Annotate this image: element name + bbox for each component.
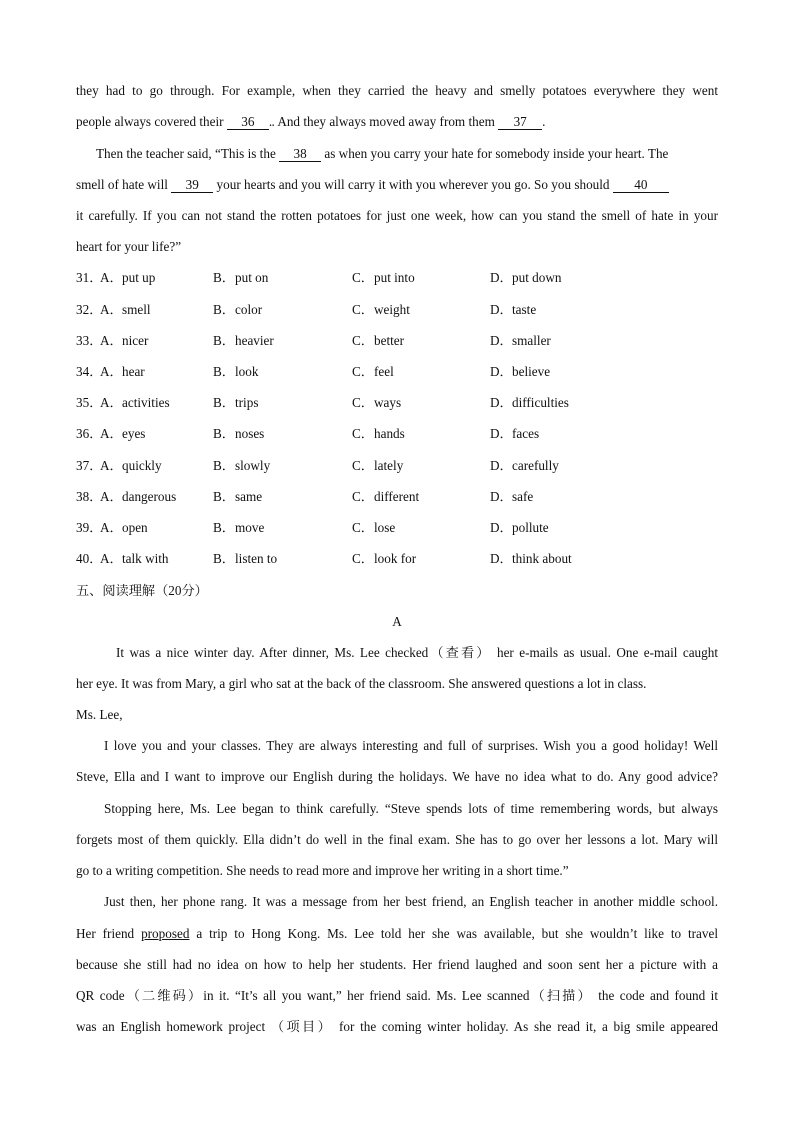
option-letter: A． <box>100 395 123 410</box>
option-letter: A． <box>100 551 123 566</box>
option-c[interactable] <box>352 425 405 443</box>
question-number: 35． <box>76 395 103 410</box>
option-letter: C． <box>352 426 374 441</box>
question-row <box>76 363 718 381</box>
option-text: feel <box>374 364 394 379</box>
option-text: move <box>235 520 265 535</box>
passage-line: it carefully. If you can not stand the rotten potatoes for just one week, how can you stand the smell of hate in your <box>76 208 718 223</box>
option-letter: B． <box>213 520 235 535</box>
option-letter: A． <box>100 270 123 285</box>
passage-label: A <box>392 614 402 629</box>
option-text: difficulties <box>512 395 569 410</box>
option-text: nicer <box>122 333 149 348</box>
option-text: faces <box>512 426 540 441</box>
option-letter: C． <box>352 395 374 410</box>
question-number: 40． <box>76 551 103 566</box>
question-row <box>76 519 718 537</box>
option-letter: C． <box>352 302 374 317</box>
option-b[interactable] <box>213 488 262 506</box>
option-text: eyes <box>122 426 146 441</box>
option-text: pollute <box>512 520 549 535</box>
option-letter: D． <box>490 489 513 504</box>
option-text: weight <box>374 302 410 317</box>
option-letter: D． <box>490 458 513 473</box>
option-letter: A． <box>100 458 123 473</box>
option-letter: B． <box>213 395 235 410</box>
option-c[interactable] <box>352 519 395 537</box>
option-letter: C． <box>352 520 374 535</box>
option-letter: A． <box>100 364 123 379</box>
reading-line: Stopping here, Ms. Lee began to think carefully. “Steve spends lots of time remembering words, but always <box>104 801 718 816</box>
reading-line: Her friend proposed a trip to Hong Kong. Ms. Lee told her she was available, but she wouldn’t like to travel <box>76 926 719 941</box>
reading-line: forgets most of them quickly. Ella didn’t do well in the final exam. She has to go over her lessons a lot. Mary will <box>76 832 718 847</box>
option-c[interactable] <box>352 550 416 568</box>
option-d[interactable] <box>490 550 572 568</box>
option-letter: B． <box>213 333 235 348</box>
option-a[interactable] <box>100 457 162 475</box>
letter-salutation: Ms. Lee, <box>76 707 123 722</box>
option-text: hear <box>122 364 145 379</box>
option-a[interactable] <box>100 394 170 412</box>
blank-39: 39 <box>171 178 213 193</box>
reading-line: Steve, Ella and I want to improve our English during the holidays. We have no idea what to do. Any good advice? <box>76 769 718 784</box>
option-text: better <box>374 333 405 348</box>
option-letter: A． <box>100 520 123 535</box>
reading-line: QR code（二维码）in it. “It’s all you want,” her friend said. Ms. Lee scanned（扫描） the code and found it <box>76 988 718 1003</box>
option-text: think about <box>512 551 572 566</box>
question-number: 39． <box>76 520 103 535</box>
option-text: dangerous <box>122 489 177 504</box>
option-text: trips <box>235 395 259 410</box>
option-a[interactable] <box>100 332 148 350</box>
option-c[interactable] <box>352 269 415 287</box>
option-letter: A． <box>100 302 123 317</box>
option-c[interactable] <box>352 457 403 475</box>
question-row <box>76 425 718 443</box>
underlined-word: proposed <box>141 926 190 941</box>
option-text: safe <box>512 489 534 504</box>
option-text: look for <box>374 551 417 566</box>
blank-40: 40 <box>613 178 669 193</box>
question-number: 31． <box>76 270 103 285</box>
option-letter: D． <box>490 395 513 410</box>
option-letter: A． <box>100 333 123 348</box>
option-text: put on <box>235 270 269 285</box>
question-number: 37． <box>76 458 103 473</box>
question-row <box>76 332 718 350</box>
option-letter: D． <box>490 364 513 379</box>
option-letter: C． <box>352 270 374 285</box>
option-b[interactable] <box>213 550 277 568</box>
option-text: different <box>374 489 420 504</box>
option-text: listen to <box>235 551 278 566</box>
option-text: ways <box>374 395 402 410</box>
option-c[interactable] <box>352 488 419 506</box>
option-letter: B． <box>213 302 235 317</box>
option-text: color <box>235 302 263 317</box>
option-letter: D． <box>490 426 513 441</box>
option-d[interactable] <box>490 394 569 412</box>
option-b[interactable] <box>213 269 268 287</box>
option-text: put down <box>512 270 562 285</box>
option-letter: B． <box>213 270 235 285</box>
option-b[interactable] <box>213 332 274 350</box>
option-letter: C． <box>352 364 374 379</box>
passage-line: heart for your life?” <box>76 239 182 254</box>
passage-line: smell of hate will 39 your hearts and you will carry it with you wherever you go. So you should 40 <box>76 176 718 194</box>
option-d[interactable] <box>490 519 549 537</box>
option-text: activities <box>122 395 170 410</box>
option-text: noses <box>235 426 265 441</box>
option-text: same <box>235 489 263 504</box>
option-letter: D． <box>490 333 513 348</box>
question-number: 32． <box>76 302 103 317</box>
option-b[interactable] <box>213 519 264 537</box>
option-text: open <box>122 520 148 535</box>
option-a[interactable] <box>100 519 148 537</box>
option-text: look <box>235 364 259 379</box>
option-letter: C． <box>352 489 374 504</box>
question-number: 34． <box>76 364 103 379</box>
option-b[interactable] <box>213 457 270 475</box>
question-row <box>76 394 718 412</box>
section-title: 五、阅读理解（20分） <box>76 583 208 598</box>
option-c[interactable] <box>352 301 410 319</box>
option-d[interactable] <box>490 269 561 287</box>
passage-line: they had to go through. For example, when they carried the heavy and smelly potatoes everywhere they went <box>76 83 718 98</box>
option-d[interactable] <box>490 363 550 381</box>
option-text: carefully <box>512 458 559 473</box>
option-b[interactable] <box>213 394 258 412</box>
option-letter: B． <box>213 458 235 473</box>
option-c[interactable] <box>352 332 404 350</box>
option-d[interactable] <box>490 488 533 506</box>
option-b[interactable] <box>213 363 258 381</box>
option-text: smaller <box>512 333 551 348</box>
option-text: talk with <box>122 551 169 566</box>
question-number: 38． <box>76 489 103 504</box>
question-number: 33． <box>76 333 103 348</box>
option-b[interactable] <box>213 301 262 319</box>
option-letter: A． <box>100 426 123 441</box>
blank-36: 36 <box>227 115 269 130</box>
option-text: believe <box>512 364 551 379</box>
blank-37: 37 <box>498 115 542 130</box>
option-text: slowly <box>235 458 271 473</box>
option-text: heavier <box>235 333 274 348</box>
option-a[interactable] <box>100 363 145 381</box>
option-d[interactable] <box>490 457 559 475</box>
question-row <box>76 488 718 506</box>
option-letter: D． <box>490 270 513 285</box>
option-letter: B． <box>213 551 235 566</box>
option-letter: B． <box>213 426 235 441</box>
option-text: put up <box>122 270 156 285</box>
option-d[interactable] <box>490 301 536 319</box>
blank-38: 38 <box>279 147 321 162</box>
passage-line: people always covered their 36 . . And they always moved away from them 37 . <box>76 114 546 129</box>
option-b[interactable] <box>213 425 264 443</box>
reading-line: her eye. It was from Mary, a girl who sat at the back of the classroom. She answered questions a lot in class. <box>76 676 647 691</box>
reading-line: was an English homework project （项目） for the coming winter holiday. As she read it, a big smile appeared <box>76 1019 718 1034</box>
option-letter: D． <box>490 302 513 317</box>
option-letter: D． <box>490 520 513 535</box>
reading-line: It was a nice winter day. After dinner, Ms. Lee checked（查看） her e-mails as usual. One e-mail caught <box>116 645 718 660</box>
reading-line: Just then, her phone rang. It was a message from her best friend, an English teacher in another middle school. <box>104 894 718 909</box>
question-row <box>76 301 718 319</box>
option-a[interactable] <box>100 425 145 443</box>
option-c[interactable] <box>352 363 394 381</box>
option-c[interactable] <box>352 394 401 412</box>
option-text: smell <box>122 302 151 317</box>
option-text: lately <box>374 458 404 473</box>
option-text: quickly <box>122 458 162 473</box>
option-a[interactable] <box>100 269 155 287</box>
question-row <box>76 550 718 568</box>
option-d[interactable] <box>490 425 539 443</box>
option-a[interactable] <box>100 550 169 568</box>
option-text: taste <box>512 302 537 317</box>
option-text: lose <box>374 520 396 535</box>
option-letter: A． <box>100 489 123 504</box>
option-letter: C． <box>352 551 374 566</box>
option-letter: C． <box>352 333 374 348</box>
option-text: hands <box>374 426 405 441</box>
reading-line: go to a writing competition. She needs to read more and improve her writing in a short time.” <box>76 863 569 878</box>
option-letter: D． <box>490 551 513 566</box>
option-d[interactable] <box>490 332 551 350</box>
passage-line: Then the teacher said, “This is the 38 as when you carry your hate for somebody inside your heart. The <box>96 146 669 161</box>
reading-line: because she still had no idea on how to help her students. Her friend laughed and soon sent her a picture with a <box>76 957 718 972</box>
question-number: 36． <box>76 426 103 441</box>
option-text: put into <box>374 270 415 285</box>
reading-line: I love you and your classes. They are always interesting and full of surprises. Wish you a good holiday! Well <box>104 738 718 753</box>
question-row <box>76 269 718 287</box>
option-a[interactable] <box>100 301 151 319</box>
option-a[interactable] <box>100 488 176 506</box>
option-letter: C． <box>352 458 374 473</box>
option-letter: B． <box>213 489 235 504</box>
option-letter: B． <box>213 364 235 379</box>
question-row <box>76 457 718 475</box>
